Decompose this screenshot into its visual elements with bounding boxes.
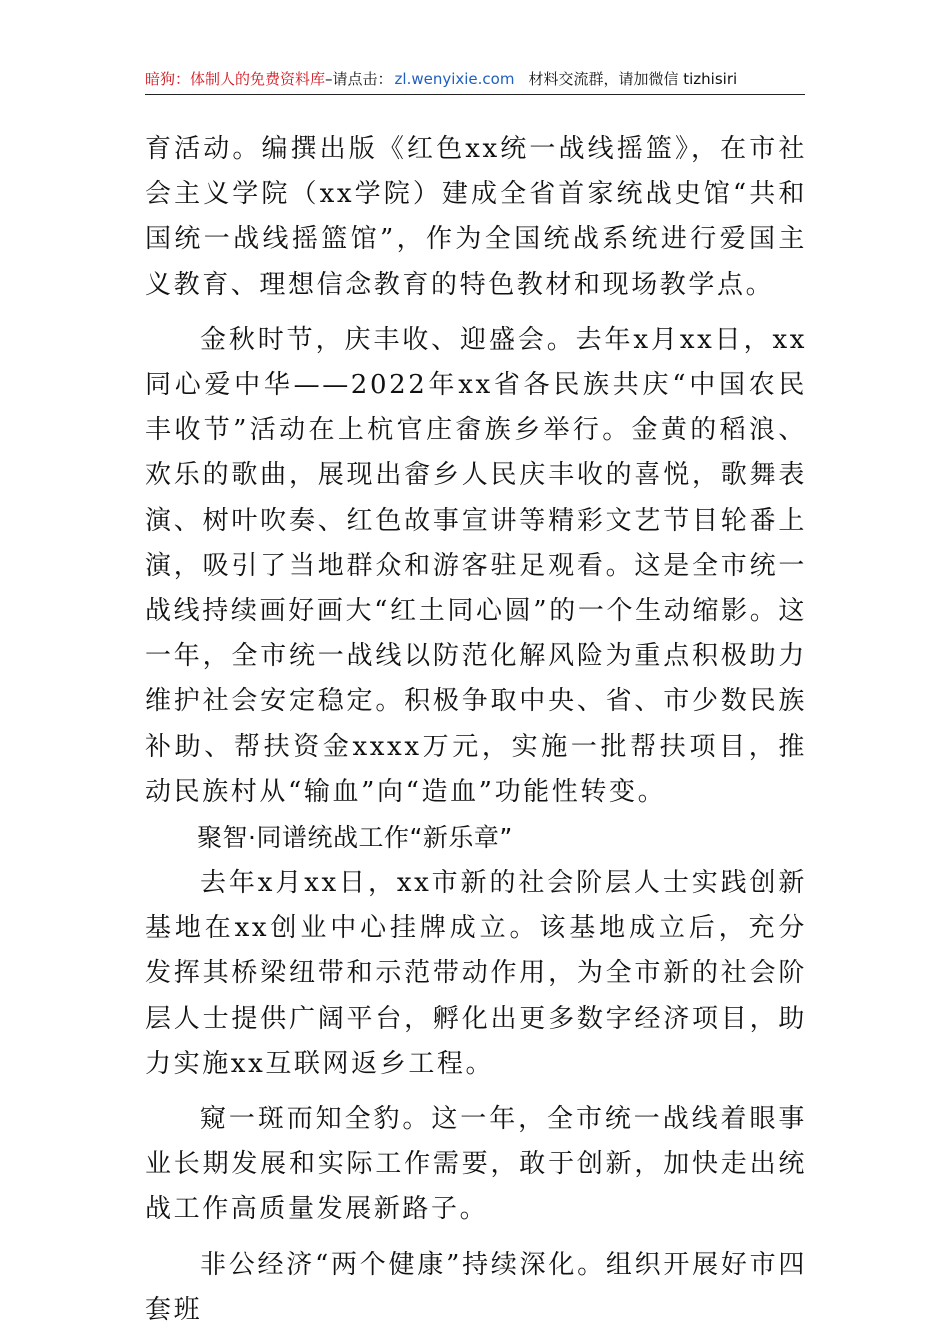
- paragraph-2: 金秋时节，庆丰收、迎盛会。去年x月xx日，xx同心爱中华——2022年xx省各民族共庆“中国农民丰收节”活动在上杭官庄畲族乡举行。金黄的稻浪、欢乐的歌曲，展现出畲乡人民庆丰收的喜悦，歌舞表演、树叶吹奏、红色故事宣讲等精彩文艺节目轮番上演，吸引了当地群众和游客驻足观看。这是全市统一战线持续画好画大“红土同心圆”的一个生动缩影。这一年，全市统一战线以防范化解风险为重点积极助力维护社会安定稳定。积极争取中央、省、市少数民族补助、帮扶资金xxxx万元，实施一批帮扶项目，推动民族村从“输血”向“造血”功能性转变。: [145, 324, 807, 807]
- section-subheading: 聚智·同谱统战工作“新乐章”: [197, 823, 513, 853]
- paragraph-5: 非公经济“两个健康”持续深化。组织开展好市四套班: [145, 1249, 807, 1325]
- header-group-text: 材料交流群，请加微信 tizhisiri: [528, 70, 738, 88]
- paragraph-4: 窥一斑而知全豹。这一年，全市统一战线着眼事业长期发展和实际工作需要，敢于创新，加快走出统战工作高质量发展新路子。: [145, 1104, 807, 1225]
- header-prompt-text: –请点击：: [325, 70, 393, 88]
- header-brand-text: 暗狗：体制人的免费资料库: [145, 70, 326, 88]
- header-url-link[interactable]: zl.wenyixie.com: [394, 70, 515, 88]
- paragraph-1: 育活动。编撰出版《红色xx统一战线摇篮》，在市社会主义学院（xx学院）建成全省首家统战史馆“共和国统一战线摇篮馆”，作为全国统战系统进行爱国主义教育、理想信念教育的特色教材和现场教学点。: [145, 134, 807, 300]
- page-header: [145, 68, 805, 95]
- paragraph-3: 去年x月xx日，xx市新的社会阶层人士实践创新基地在xx创业中心挂牌成立。该基地成立后，充分发挥其桥梁纽带和示范带动作用，为全市新的社会阶层人士提供广阔平台，孵化出更多数字经济项目，助力实施xx互联网返乡工程。: [145, 868, 807, 1079]
- document-body: [145, 127, 807, 1333]
